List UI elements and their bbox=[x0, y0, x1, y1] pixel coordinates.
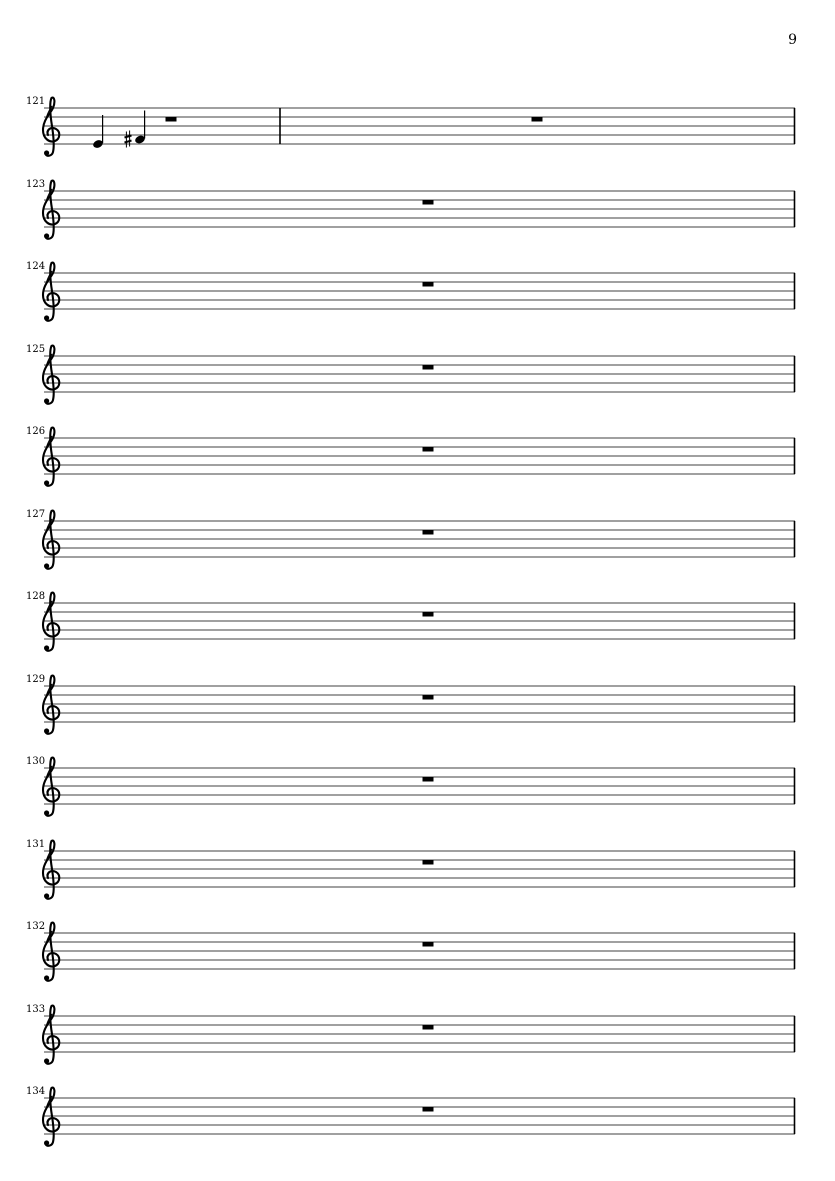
staff bbox=[0, 191, 835, 251]
whole-rest-icon bbox=[423, 695, 434, 700]
measure-number: 129 bbox=[26, 673, 46, 685]
measure-number: 134 bbox=[26, 1086, 46, 1097]
staff-system bbox=[0, 426, 835, 498]
staff bbox=[0, 933, 835, 993]
treble-clef-icon bbox=[43, 263, 59, 321]
measure-number: 132 bbox=[26, 921, 46, 932]
staff bbox=[0, 521, 835, 581]
treble-clef-icon bbox=[43, 1088, 59, 1146]
measure-number: 128 bbox=[26, 591, 46, 602]
staff-system bbox=[0, 178, 835, 251]
staff-system bbox=[0, 1086, 835, 1158]
whole-rest-icon bbox=[423, 1025, 434, 1030]
measure-number: 131 bbox=[26, 838, 46, 850]
staff-system bbox=[0, 261, 835, 333]
whole-rest-icon bbox=[532, 117, 543, 122]
staff bbox=[0, 1098, 835, 1158]
treble-clef-icon bbox=[43, 98, 59, 156]
staff bbox=[0, 603, 835, 663]
treble-clef-icon bbox=[43, 1005, 59, 1063]
measure-number: 124 bbox=[26, 261, 46, 272]
quarter-note bbox=[92, 115, 104, 149]
whole-rest-icon bbox=[423, 860, 434, 865]
staff bbox=[0, 768, 835, 828]
treble-clef-icon bbox=[43, 510, 59, 568]
whole-rest-icon bbox=[423, 365, 434, 370]
staff bbox=[0, 686, 835, 746]
whole-rest-icon bbox=[423, 612, 434, 617]
staff-system bbox=[0, 508, 835, 581]
treble-clef-icon bbox=[43, 923, 59, 981]
staff-system bbox=[0, 1003, 835, 1076]
measure-number: 123 bbox=[26, 178, 46, 190]
measure-number: 127 bbox=[26, 508, 46, 520]
treble-clef-icon bbox=[43, 675, 59, 733]
measure-number: 130 bbox=[26, 756, 46, 767]
staff bbox=[0, 108, 835, 168]
treble-clef-icon bbox=[43, 428, 59, 486]
whole-rest-icon bbox=[423, 282, 434, 287]
staff-system bbox=[0, 343, 835, 416]
measure-number: 125 bbox=[26, 343, 46, 355]
staff-system bbox=[0, 756, 835, 828]
staff-system bbox=[0, 96, 835, 168]
measure-number: 121 bbox=[26, 96, 46, 107]
treble-clef-icon bbox=[43, 180, 59, 238]
treble-clef-icon bbox=[43, 840, 59, 898]
staff-system bbox=[0, 591, 835, 663]
whole-rest-icon bbox=[423, 530, 434, 535]
measure-number: 133 bbox=[26, 1003, 46, 1015]
staff bbox=[0, 356, 835, 416]
staff bbox=[0, 273, 835, 333]
staff-system bbox=[0, 673, 835, 746]
page-number: 9 bbox=[788, 32, 797, 48]
whole-rest-icon bbox=[423, 200, 434, 205]
staff bbox=[0, 1016, 835, 1076]
staff-system bbox=[0, 838, 835, 911]
half-rest-icon bbox=[166, 117, 177, 122]
quarter-note bbox=[134, 111, 146, 145]
staff-system bbox=[0, 921, 835, 993]
whole-rest-icon bbox=[423, 1107, 434, 1112]
staff bbox=[0, 851, 835, 911]
treble-clef-icon bbox=[43, 593, 59, 651]
staff bbox=[0, 438, 835, 498]
treble-clef-icon bbox=[43, 758, 59, 816]
sharp-icon bbox=[125, 131, 132, 148]
whole-rest-icon bbox=[423, 777, 434, 782]
whole-rest-icon bbox=[423, 942, 434, 947]
treble-clef-icon bbox=[43, 345, 59, 403]
measure-number: 126 bbox=[26, 426, 46, 437]
whole-rest-icon bbox=[423, 447, 434, 452]
